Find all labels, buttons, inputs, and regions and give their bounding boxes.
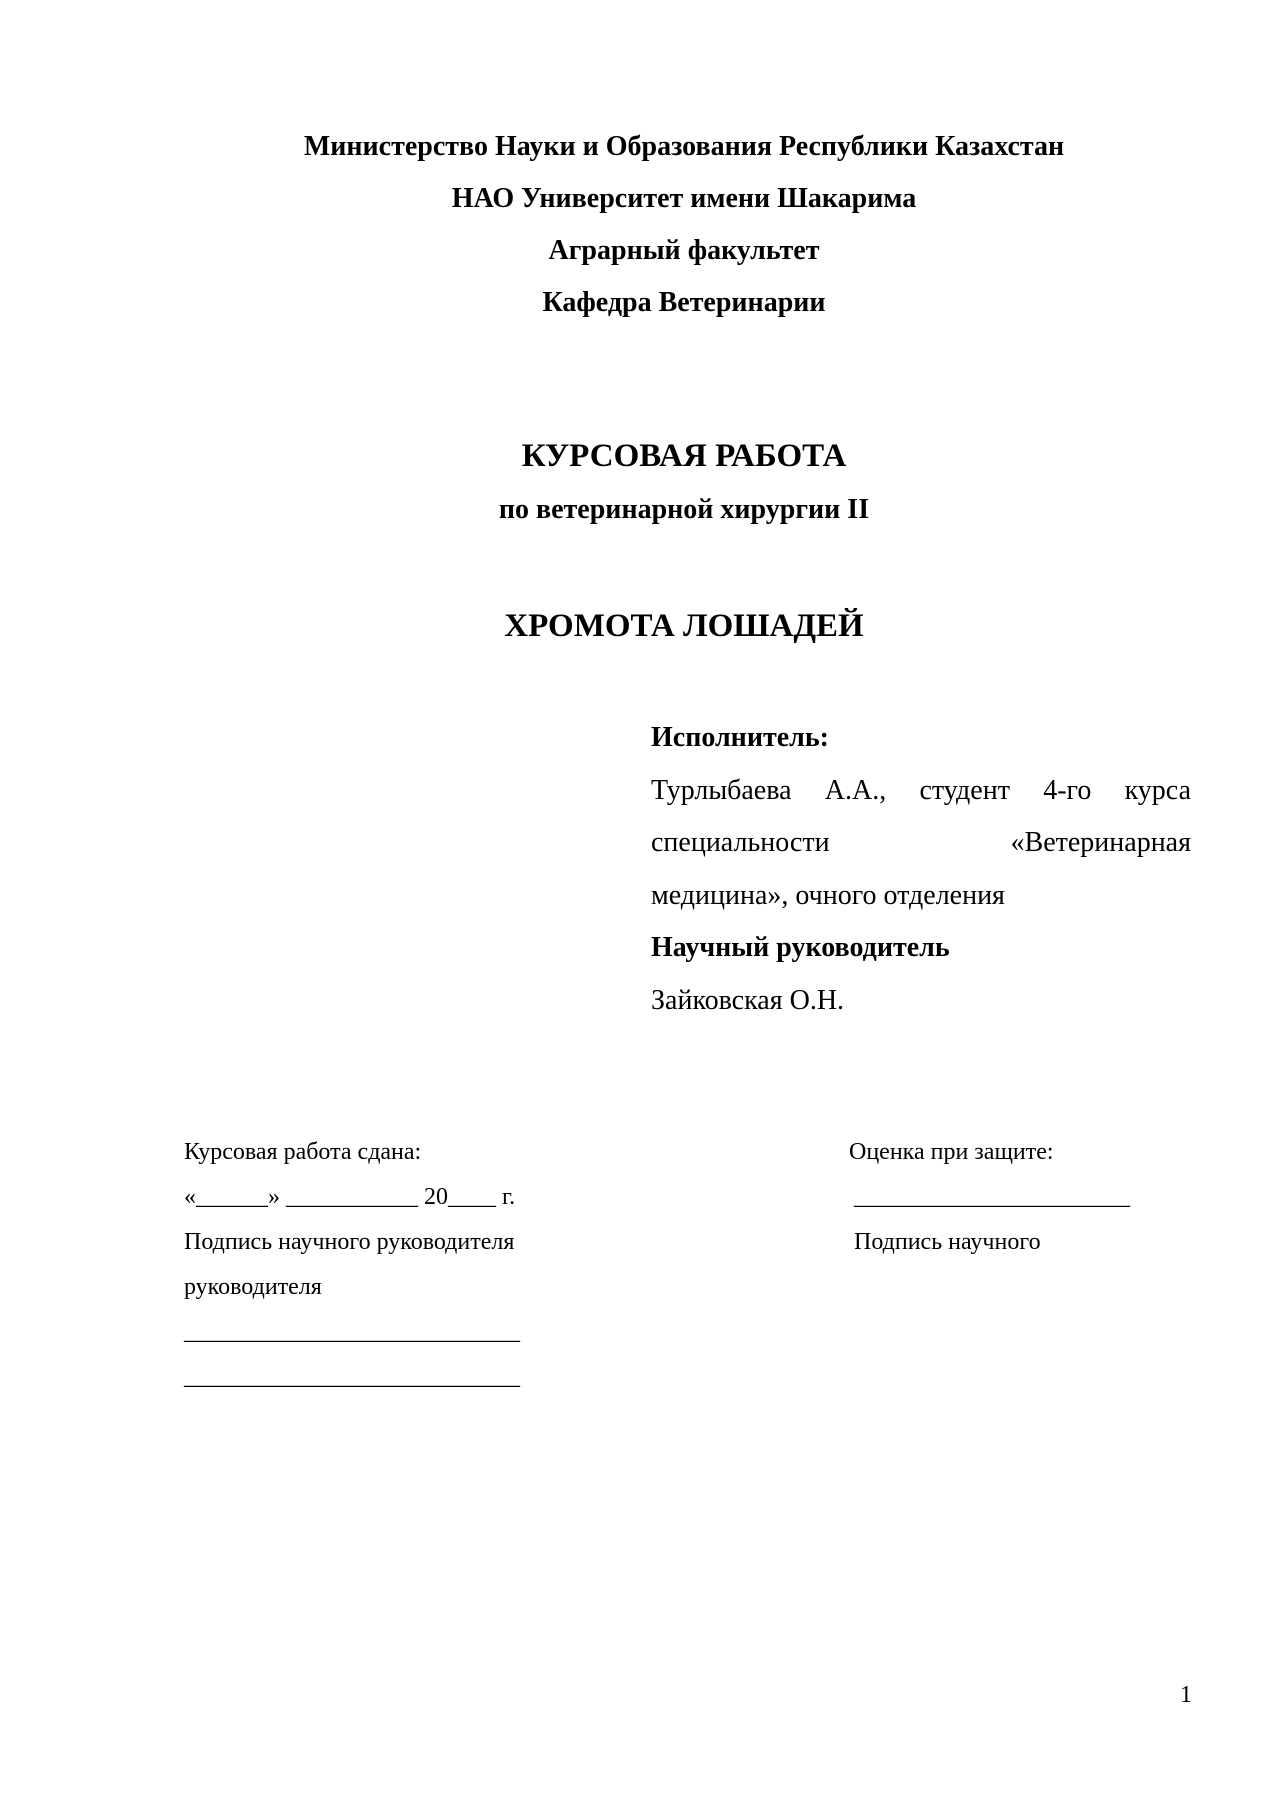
executor-word: специальности <box>651 827 830 858</box>
work-title-block <box>184 430 1184 536</box>
supervisor-name: Зайковская О.Н. <box>651 984 845 1016</box>
author-info-block <box>651 712 1191 1027</box>
supervisor-signature-label-cont: руководителя <box>184 1274 322 1300</box>
executor-word: Турлыбаева <box>651 774 792 806</box>
grade-label: Оценка при защите: <box>849 1139 1054 1165</box>
submission-block <box>184 1130 584 1400</box>
submission-label: Курсовая работа сдана: <box>184 1139 422 1165</box>
supervisor-signature-label: Подпись научного руководителя <box>184 1229 515 1255</box>
grade-signature-label: Подпись научного <box>854 1229 1041 1255</box>
executor-word: «Ветеринарная <box>1010 827 1191 858</box>
grade-block <box>849 1130 1189 1265</box>
executor-word: курса <box>1124 774 1191 806</box>
supervisor-label: Научный руководитель <box>651 932 950 963</box>
executor-line-3: медицина», очного отделения <box>651 879 1005 911</box>
work-subject: по ветеринарной хирургии II <box>498 494 870 525</box>
work-type: КУРСОВАЯ РАБОТА <box>521 438 847 474</box>
university-name: НАО Университет имени Шакарима <box>451 183 917 214</box>
executor-line-2 <box>651 817 1191 870</box>
work-topic: ХРОМОТА ЛОШАДЕЙ <box>504 608 864 644</box>
grade-blank: _______________________ <box>854 1184 1130 1210</box>
faculty-name: Аграрный факультет <box>548 235 820 266</box>
executor-label: Исполнитель: <box>651 722 829 753</box>
executor-word: 4-го <box>1043 774 1092 806</box>
department-name: Кафедра Ветеринарии <box>542 287 826 318</box>
executor-word: студент <box>919 774 1010 806</box>
executor-word: А.А., <box>824 774 887 806</box>
signature-blank-1: ____________________________ <box>184 1319 520 1345</box>
title-page-header <box>184 121 1184 329</box>
page-number: 1 <box>1180 1682 1192 1708</box>
ministry-name: Министерство Науки и Образования Республики Казахстан <box>303 131 1065 162</box>
executor-line-1 <box>651 765 1191 818</box>
submission-date-line: «______» ___________ 20____ г. <box>184 1184 516 1210</box>
signature-blank-2: ____________________________ <box>184 1364 520 1390</box>
